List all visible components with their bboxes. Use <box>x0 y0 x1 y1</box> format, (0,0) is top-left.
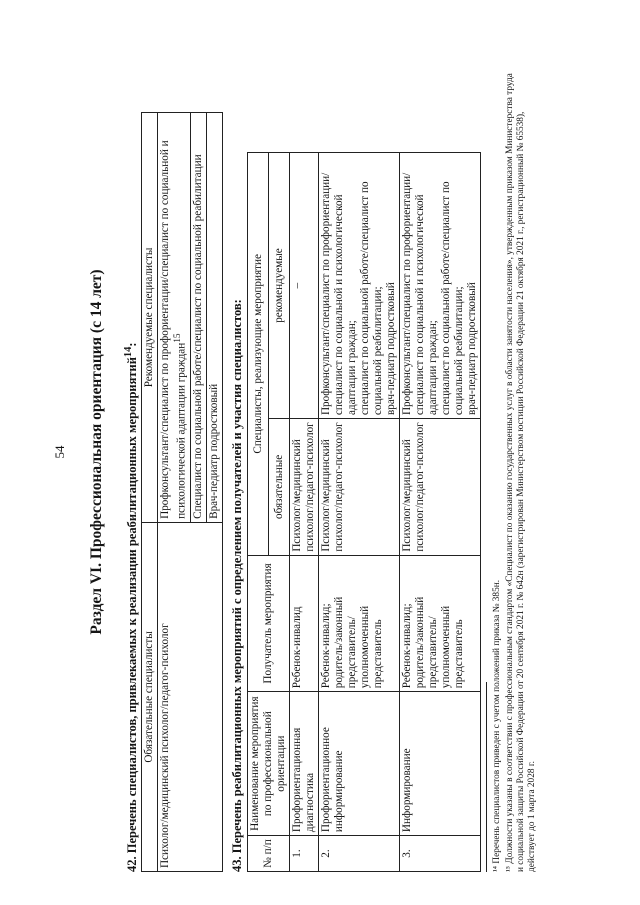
row-mandatory: Психолог/медицинский психолог/педагог-психолог <box>400 419 481 556</box>
row-recipient <box>319 555 400 692</box>
page-number: 54 <box>52 445 67 459</box>
row-num: 3. <box>400 836 481 872</box>
row-mandatory: Психолог/медицинский психолог/педагог-психолог <box>319 419 400 556</box>
recommended-specialist-2: Специалист по социальной работе/специалист по социальной реабилитации <box>190 113 206 523</box>
table-row <box>400 153 481 872</box>
header-mandatory: Обязательные специалисты <box>142 522 158 871</box>
row-recommended <box>400 153 481 419</box>
item42-heading-colon: : <box>125 342 140 347</box>
recommended-specialist-1 <box>158 113 191 523</box>
recipient-line: родитель/законный представитель/уполномоченный представитель <box>414 596 465 689</box>
rotated-page <box>44 22 604 882</box>
row-recipient <box>400 555 481 692</box>
specialists-table <box>141 112 223 872</box>
item43-heading: 43. Перечень реабилитационных мероприятий с определением получателей и участия специалистов: <box>230 299 244 872</box>
item42-heading <box>123 342 140 872</box>
header-specialists: Специалисты, реализующие мероприятие <box>248 153 269 556</box>
row-name: Информирование <box>400 692 481 836</box>
recipient-line: Ребенок-инвалид; <box>320 603 332 689</box>
row-mandatory: Психолог/медицинский психолог/педагог-психолог <box>290 419 319 556</box>
recommended-specialist-1-text: Профконсультант/специалист по профориентации/специалист по социальной и психологической адаптации граждан <box>159 140 188 519</box>
measures-table <box>247 152 481 872</box>
recipient-line: Ребенок-инвалид; <box>401 603 413 689</box>
recommended-footnote-mark: 15 <box>173 333 183 343</box>
mandatory-specialists: Психолог/медицинский психолог/педагог-психолог <box>158 522 223 871</box>
footnote-divider <box>486 682 487 872</box>
recipient-line: родитель/законный представитель/уполномоченный представитель <box>333 596 384 689</box>
recommended-line: врач-педиатр подростковый <box>466 282 478 416</box>
recommended-line: врач-педиатр подростковый <box>385 282 397 416</box>
row-name: Профориентационная диагностика <box>290 692 319 836</box>
footnotes <box>492 72 540 872</box>
row-recommended <box>319 153 400 419</box>
header-mandatory-sub: обязательные <box>269 419 290 556</box>
header-name: Наименование мероприятия по профессиональной ориентации <box>248 692 290 836</box>
recommended-line: Профконсультант/специалист по профориентации/специалист по социальной и психологической адаптации граждан; <box>401 172 439 416</box>
item42-heading-text: 42. Перечень специалистов, привлекаемых к реализации реабилитационных мероприятий <box>125 357 140 872</box>
table-row <box>319 153 400 872</box>
row-num: 1. <box>290 836 319 872</box>
row-recommended <box>290 153 319 419</box>
recommended-line: специалист по социальной работе/специалист по социальной реабилитации; <box>440 181 465 416</box>
footnote-15: ¹⁵ Должности указаны в соответствии с профессиональным стандартом «Специалист по оказанию государственных услуг в области занятости населения», утвержденным приказом Министерства труда и социальной защиты Российской Федерации от 20 сентября 2021 г. № 642н (зарегистрирован Министерством юстиции Российской Федерации 21 октября 2021 г., регистрационный № 65538), действует до 1 марта 2028 г. <box>505 73 537 872</box>
footnote-14: ¹⁴ Перечень специалистов приведен с учетом положений приказа № 385н. <box>492 579 502 872</box>
header-recommended-sub: рекомендуемые <box>269 153 290 419</box>
recommended-line: Профконсультант/специалист по профориентации/специалист по социальной и психологической адаптации граждан; <box>320 172 358 416</box>
header-recommended: Рекомендуемые специалисты <box>142 113 158 523</box>
recommended-line: – <box>291 282 303 289</box>
header-num: № п/п <box>248 836 290 872</box>
row-name: Профориентационное информирование <box>319 692 400 836</box>
recommended-line: специалист по социальной работе/специалист по социальной реабилитации; <box>359 181 384 416</box>
header-recipient: Получатель мероприятия <box>248 555 290 692</box>
table-row <box>290 153 319 872</box>
row-recipient <box>290 555 319 692</box>
section-title: Раздел VI. Профессиональная ориентация (с 14 лет) <box>88 269 105 635</box>
recipient-line: Ребенок-инвалид <box>291 606 303 689</box>
row-num: 2. <box>319 836 400 872</box>
recommended-specialist-3: Врач-педиатр подростковый <box>206 113 222 523</box>
item42-footnote-mark: 14 <box>123 346 134 358</box>
